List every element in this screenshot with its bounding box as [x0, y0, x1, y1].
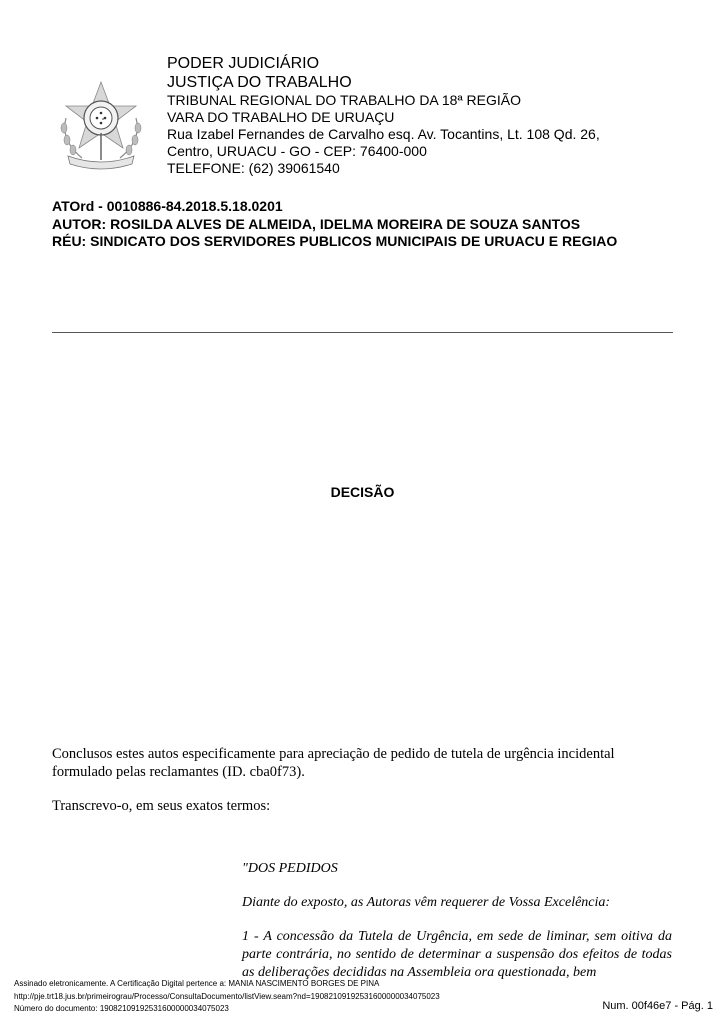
document-title: DECISÃO — [330, 484, 395, 500]
address-line-1: Rua Izabel Fernandes de Carvalho esq. Av. Tocantins, Lt. 108 Qd. 26, — [167, 126, 600, 142]
institution-name: PODER JUDICIÁRIO — [167, 55, 320, 72]
court-header — [167, 54, 600, 177]
phone-number: TELEFONE: (62) 39061540 — [167, 160, 340, 176]
case-author: AUTOR: ROSILDA ALVES DE ALMEIDA, IDELMA MOREIRA DE SOUZA SANTOS — [52, 215, 581, 232]
page-number: Num. 00f46e7 - Pág. 1 — [602, 1000, 713, 1012]
header-divider — [52, 332, 673, 333]
court-name: VARA DO TRABALHO DE URUAÇU — [167, 109, 395, 125]
body-paragraph-2: Transcrevo-o, em seus exatos termos: — [52, 798, 271, 814]
quote-heading: "DOS PEDIDOS — [242, 861, 338, 876]
case-number: ATOrd - 0010886-84.2018.5.18.0201 — [52, 198, 283, 214]
document-url[interactable]: http://pje.trt18.jus.br/primeirograu/Processo/ConsultaDocumento/listView.seam?nd=19082109192531600000034075023 — [14, 991, 440, 1001]
signature-note: Assinado eletronicamente. A Certificação Digital pertence a: MANIA NASCIMENTO BORGES DE PINA — [14, 979, 380, 988]
case-defendant: RÉU: SINDICATO DOS SERVIDORES PUBLICOS MUNICIPAIS DE URUACU E REGIAO — [52, 233, 618, 249]
address-line-2: Centro, URUACU - GO - CEP: 76400-000 — [167, 143, 427, 159]
tribunal-name: TRIBUNAL REGIONAL DO TRABALHO DA 18ª REGIÃO — [167, 92, 521, 108]
quote-intro: Diante do exposto, as Autoras vêm requerer de Vossa Excelência: — [242, 895, 611, 910]
quote-item-1: 1 - A concessão da Tutela de Urgência, em sede de liminar, sem oitiva da parte contrária, no sentido de determinar a suspensão dos efeitos de todas as deliberações decididas na Assembleia ora questionada, bem — [242, 929, 672, 980]
body-paragraph-1: Conclusos estes autos especificamente para apreciação de pedido de tutela de urgência incidental formulado pelas reclamantes (ID. cba0f73). — [52, 746, 615, 780]
brazil-coat-of-arms-icon — [52, 78, 150, 170]
document-number: Número do documento: 19082109192531600000034075023 — [14, 1004, 229, 1013]
case-info — [52, 198, 617, 251]
signature-footer — [14, 978, 440, 1016]
branch-name: JUSTIÇA DO TRABALHO — [167, 74, 352, 91]
